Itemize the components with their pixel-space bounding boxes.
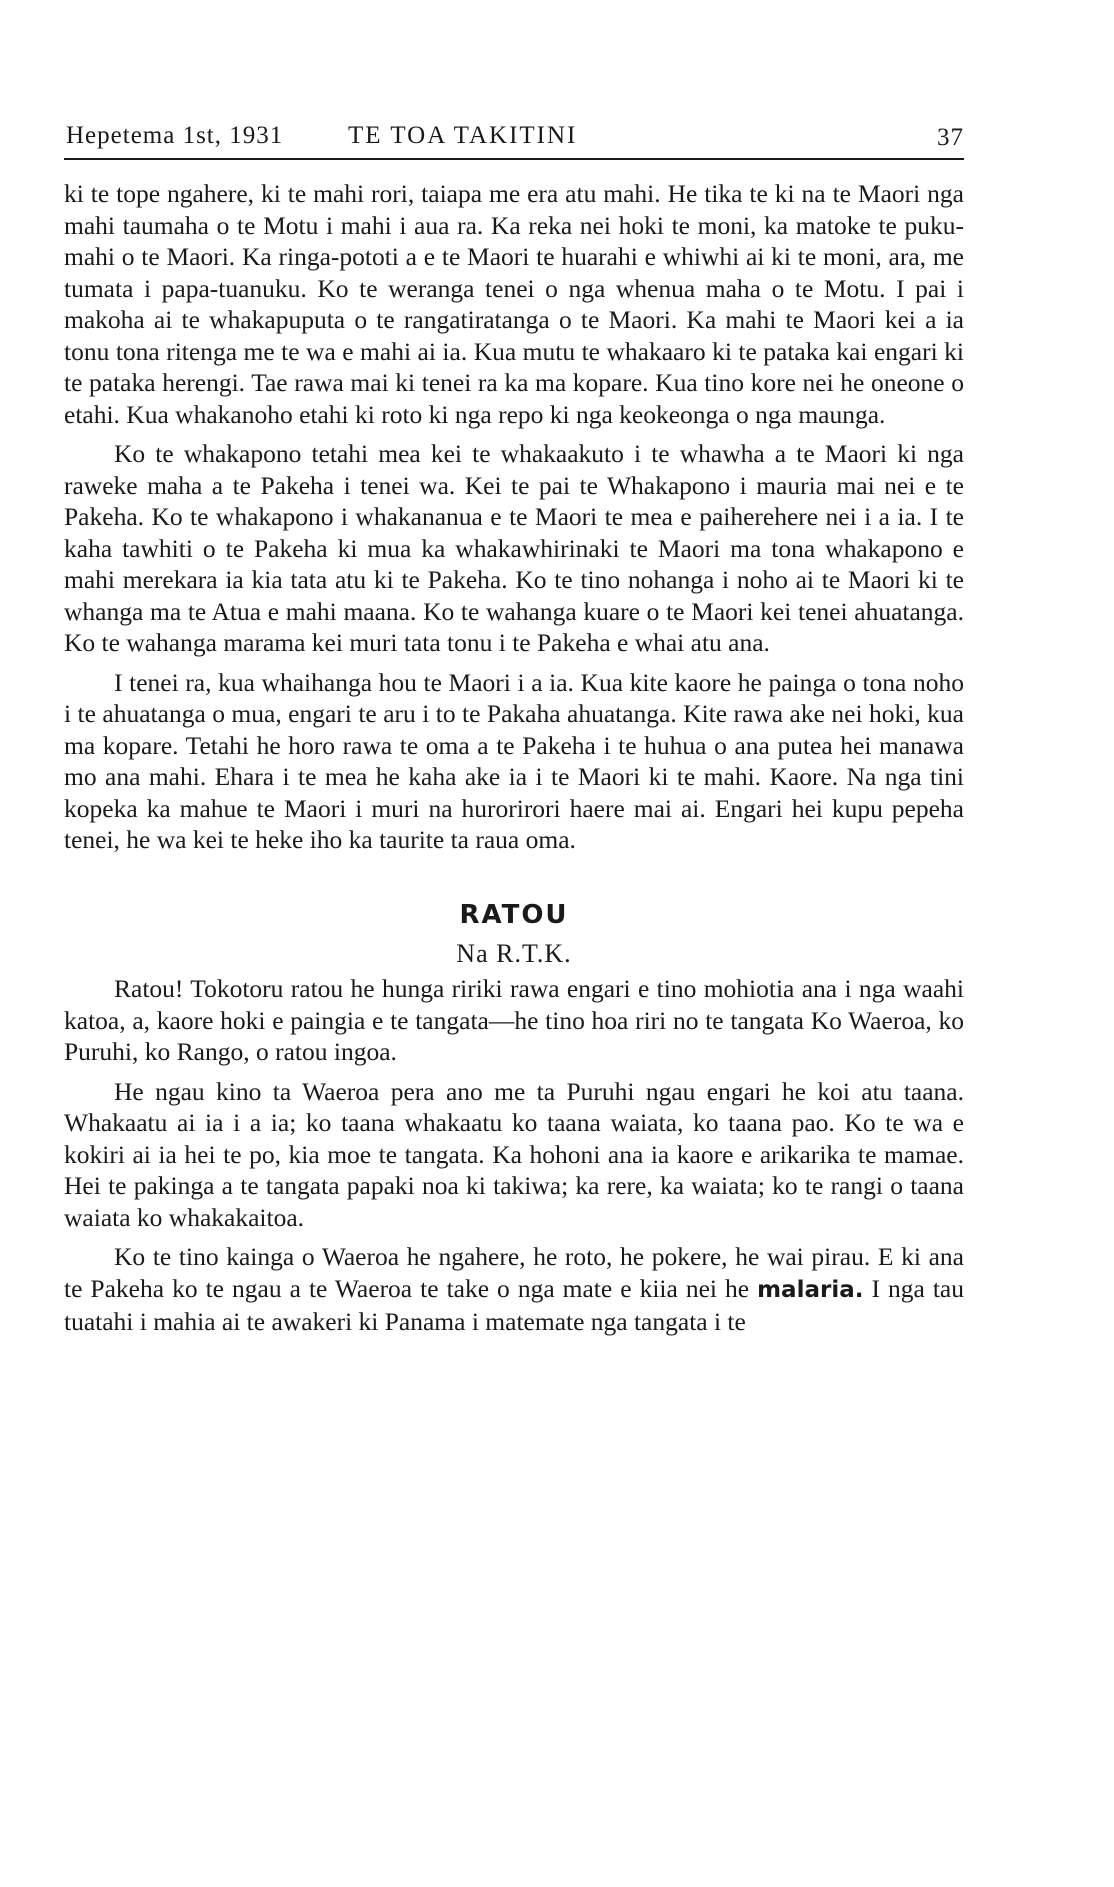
section-paragraph-2: He ngau kino ta Waeroa pera ano me ta Puruhi ngau engari he koi atu taana. Whakaatu ai ia i a ia; ko taana whakaatu ko taana waiata, ko taana pao. Ko te wa e kokiri ai ia hei te po, kia moe te tangata. Ka hohoni ana ia kaore e arikarika te mamae. Hei te pakinga a te tangata papaki noa ki takiwa; ka rere, ka waiata; ko te rangi o taana waiata ko whakakaitoa. — [64, 1076, 964, 1232]
document-page — [64, 118, 964, 1346]
section-paragraph-3 — [64, 1241, 964, 1338]
section-byline: Na R.T.K. — [456, 938, 572, 968]
running-header — [64, 118, 964, 160]
paragraph-text-before: Ko te tino kainga o Waeroa he ngahere, he roto, he pokere, he wai pirau. E ki ana te Pakeha ko te ngau a te Waeroa te take o nga mate e kiia nei he — [64, 1242, 964, 1303]
paragraph-text-after: I nga tau tuatahi i mahia ai te awakeri ki Panama i matemate nga tangata i te — [64, 1273, 964, 1336]
header-title: TE TOA TAKITINI — [348, 122, 578, 149]
header-date: Hepetema 1st, 1931 — [66, 122, 284, 149]
page-number: 37 — [937, 124, 964, 151]
paragraph-3: I tenei ra, kua whaihanga hou te Maori i a ia. Kua kite kaore he painga o tona noho i te ahuatanga o mua, engari te aru i to te Pakaha ahuatanga. Kite rawa ake nei hoki, kua ma kopare. Tetahi he horo rawa te oma a te Pakeha i te huhua o ana putea hei manawa mo ana mahi. Ehara i te mea he kaha ake ia i te Maori ki te mahi. Kaore. Na nga tini kopeka ka mahue te Maori i muri na hurorirori haere mai ai. Engari hei kupu pepeha tenei, he wa kei te heke iho ka taurite ta raua oma. — [64, 667, 964, 854]
section-paragraph-1: Ratou! Tokotoru ratou he hunga ririki rawa engari e tino mohiotia ana i nga waahi katoa, a, kaore hoki e paingia e te tangata—he tino hoa riri no te tangata Ko Waeroa, ko Puruhi, ko Rango, o ratou ingoa. — [64, 974, 964, 1066]
emphasis-malaria: malaria. — [757, 1276, 864, 1303]
paragraph-1: ki te tope ngahere, ki te mahi rori, taiapa me era atu mahi. He tika te ki na te Maori nga mahi taumaha o te Motu i mahi i aua ra. Ka reka nei hoki te moni, ka matoke te puku-mahi o te Maori. Ka ringa-pototi a e te Maori te huarahi e whiwhi ai ki te moni, ara, me tumata i papa-tuanuku. Ko te weranga tenei o nga whenua maha o te Motu. I pai i makoha ai te whakapuputa o te rangatiratanga o te Maori. Ka mahi te Maori kei a ia tonu tona ritenga me te wa e mahi ai ia. Kua mutu te whakaaro ki te pataka kai engari ki te pataka herengi. Tae rawa mai ki tenei ra ka ma kopare. Kua tino kore nei he oneone o etahi. Kua whakanoho etahi ki roto ki nga repo ki nga keokeonga o nga maunga. — [64, 179, 964, 429]
article-body — [64, 178, 964, 1338]
section-title: RATOU — [459, 899, 569, 930]
paragraph-2: Ko te whakapono tetahi mea kei te whakaakuto i te whawha a te Maori ki nga raweke maha a te Pakeha i tenei wa. Kei te pai te Whakapono i mauria mai nei e te Pakeha. Ko te whakapono i whakananua e te Maori te mea e paiherehere nei i a ia. I te kaha tawhiti o te Pakeha ki mua ka whakawhirinaki te Maori ma tona whakapono e mahi merekara ia kia tata atu ki te Pakeha. Ko te tino nohanga i noho ai te Maori ki te whanga ma te Atua e mahi maana. Ko te wahanga kuare o te Maori kei tenei ahuatanga. Ko te wahanga marama kei muri tata tonu i te Pakeha e whai atu ana. — [64, 439, 964, 657]
